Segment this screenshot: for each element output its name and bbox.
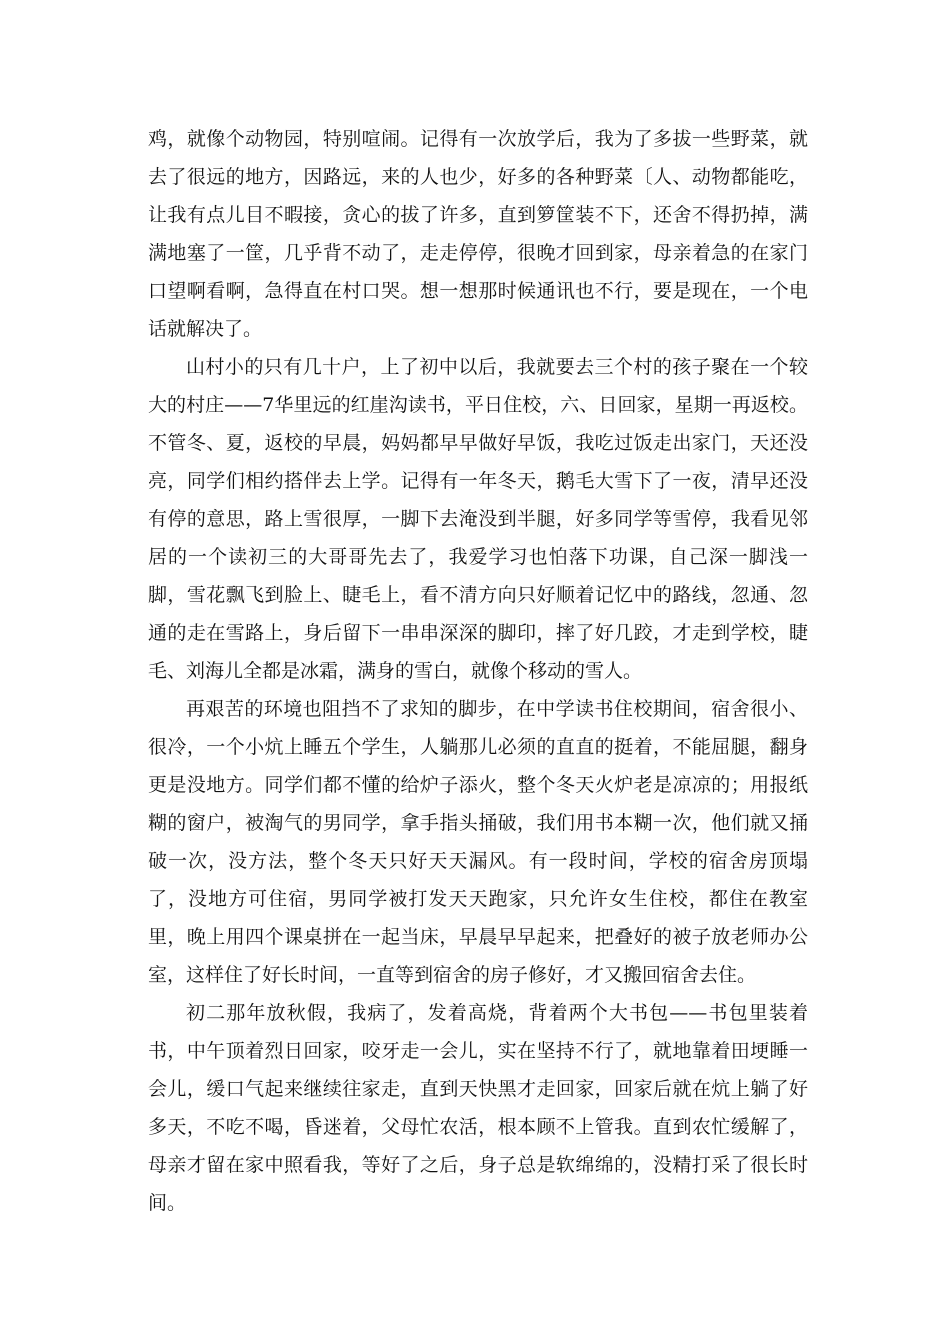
- paragraph-2: 山村小的只有几十户，上了初中以后，我就要去三个村的孩子聚在一个较大的村庄——7华里远的红崖沟读书，平日住校，六、日回家，星期一再返校。不管冬、夏，返校的早晨，妈妈都早早做好早饭，我吃过饭走出家门，天还没亮，同学们相约搭伴去上学。记得有一年冬天，鹅毛大雪下了一夜，清早还没有停的意思，路上雪很厚，一脚下去淹没到半腿，好多同学等雪停，我看见邻居的一个读初三的大哥哥先去了，我爱学习也怕落下功课，自己深一脚浅一脚，雪花飘飞到脸上、睫毛上，看不清方向只好顺着记忆中的路线，忽通、忽通的走在雪路上，身后留下一串串深深的脚印，摔了好几跤，才走到学校，睫毛、刘海儿全都是冰霜，满身的雪白，就像个移动的雪人。: [148, 356, 808, 682]
- paragraph-1: 鸡，就像个动物园，特别喧闹。记得有一次放学后，我为了多拔一些野菜，就去了很远的地方，因路远，来的人也少，好多的各种野菜〔人、动物都能吃，让我有点儿目不暇接，贪心的拔了许多，直到箩筐装不下，还舍不得扔掉，满满地塞了一筐，几乎背不动了，走走停停，很晚才回到家，母亲着急的在家门口望啊看啊，急得直在村口哭。想一想那时候通讯也不行，要是现在，一个电话就解决了。: [148, 128, 808, 340]
- paragraph-4: 初二那年放秋假，我病了，发着高烧，背着两个大书包——书包里装着书，中午顶着烈日回家，咬牙走一会儿，实在坚持不行了，就地靠着田埂睡一会儿，缓口气起来继续往家走，直到天快黑才走回家，回家后就在炕上躺了好多天，不吃不喝，昏迷着，父母忙农活，根本顾不上管我。直到农忙缓解了，母亲才留在家中照看我，等好了之后，身子总是软绵绵的，没精打采了很长时间。: [148, 1002, 808, 1214]
- document-body: [148, 120, 808, 1222]
- paragraph-3: 再艰苦的环境也阻挡不了求知的脚步，在中学读书住校期间，宿舍很小、很冷，一个小炕上睡五个学生，人躺那儿必须的直直的挺着，不能屈腿，翻身更是没地方。同学们都不懂的给炉子添火，整个冬天火炉老是凉凉的；用报纸糊的窗户，被淘气的男同学，拿手指头捅破，我们用书本糊一次，他们就又捅破一次，没方法，整个冬天只好天天漏风。有一段时间，学校的宿舍房顶塌了，没地方可住宿，男同学被打发天天跑家，只允许女生住校，都住在教室里，晚上用四个课桌拼在一起当床，早晨早早起来，把叠好的被子放老师办公室，这样住了好长时间，一直等到宿舍的房子修好，才又搬回宿舍去住。: [148, 698, 808, 986]
